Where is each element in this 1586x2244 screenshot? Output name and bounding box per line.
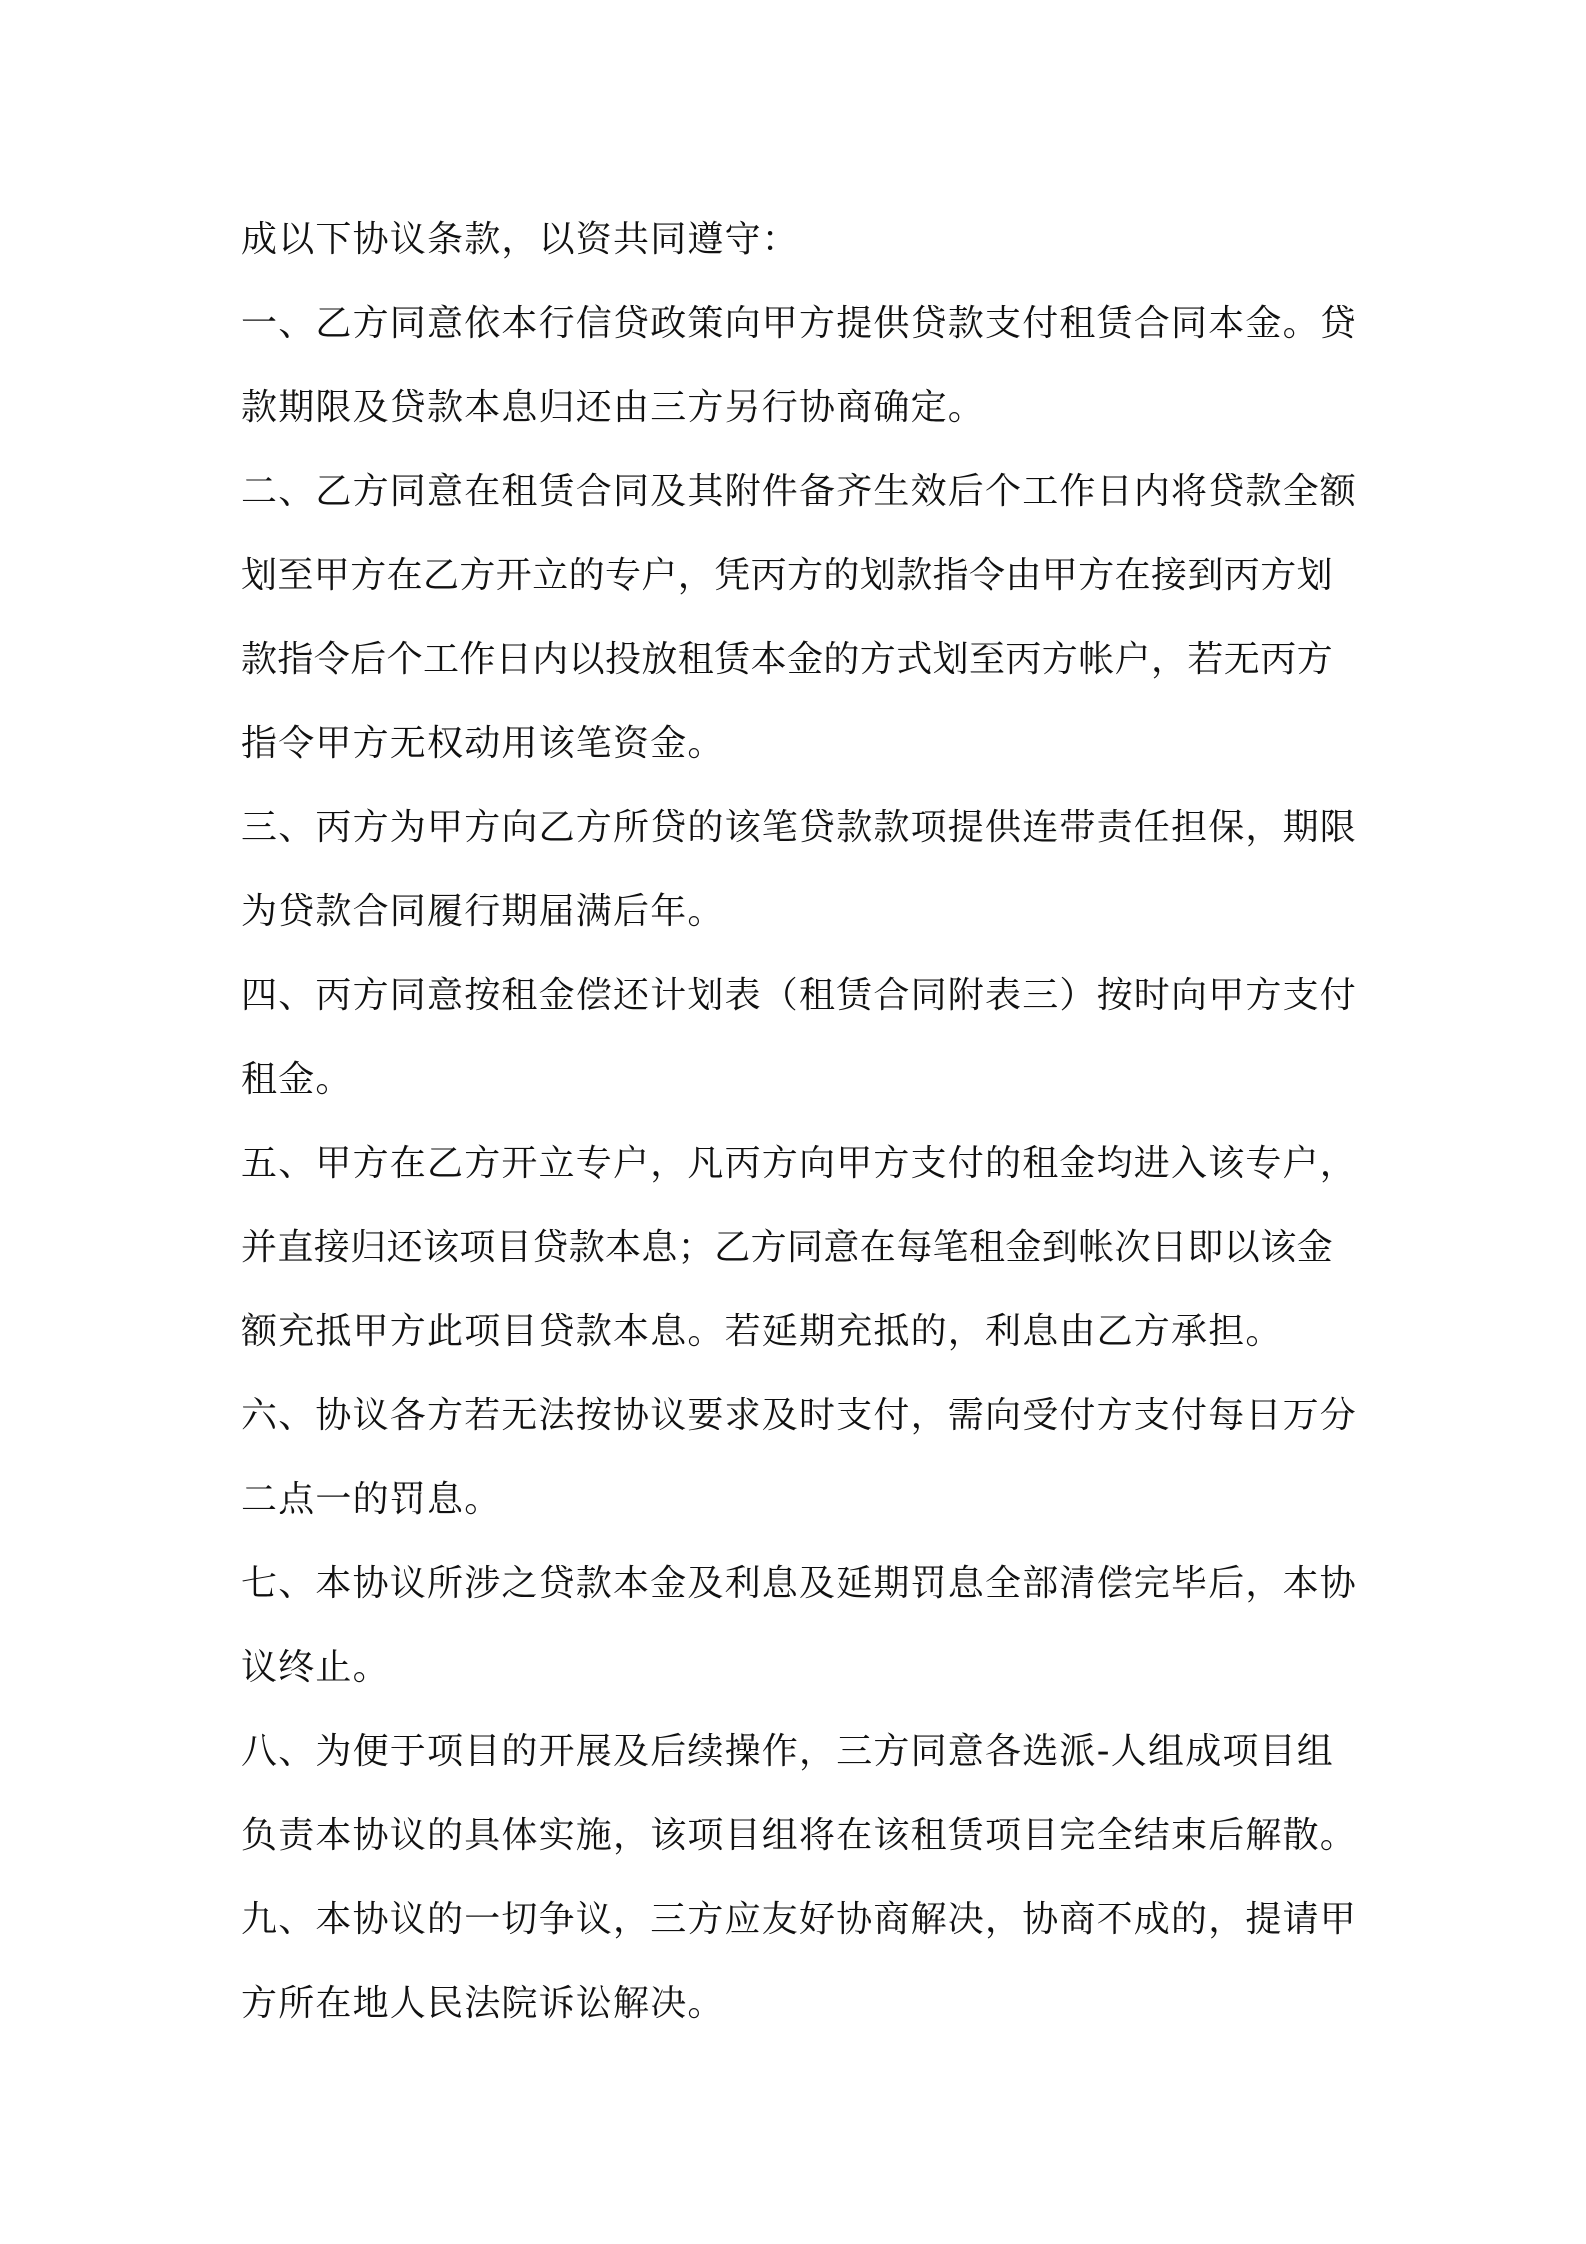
agreement-body bbox=[241, 198, 1358, 2046]
text-line: 七、本协议所涉之贷款本金及利息及延期罚息全部清偿完毕后，本协 bbox=[241, 1563, 1358, 1604]
text-line: 九、本协议的一切争议，三方应友好协商解决，协商不成的，提请甲 bbox=[241, 1899, 1358, 1940]
text-line: 议终止。 bbox=[241, 1647, 390, 1688]
text-line: 一、乙方同意依本行信贷政策向甲方提供贷款支付租赁合同本金。贷 bbox=[241, 303, 1358, 344]
text-line: 四、丙方同意按租金偿还计划表（租赁合同附表三）按时向甲方支付 bbox=[241, 975, 1358, 1016]
text-line: 方所在地人民法院诉讼解决。 bbox=[241, 1983, 725, 2024]
text-line: 为贷款合同履行期届满后年。 bbox=[241, 891, 725, 932]
text-line: 二、乙方同意在租赁合同及其附件备齐生效后个工作日内将贷款全额 bbox=[241, 471, 1358, 512]
text-line: 负责本协议的具体实施，该项目组将在该租赁项目完全结束后解散。 bbox=[241, 1815, 1358, 1856]
text-line: 六、协议各方若无法按协议要求及时支付，需向受付方支付每日万分 bbox=[241, 1395, 1358, 1436]
text-line: 并直接归还该项目贷款本息；乙方同意在每笔租金到帐次日即以该金 bbox=[241, 1227, 1334, 1268]
text-line: 款指令后个工作日内以投放租赁本金的方式划至丙方帐户，若无丙方 bbox=[241, 639, 1334, 680]
text-line: 款期限及贷款本息归还由三方另行协商确定。 bbox=[241, 387, 986, 428]
text-line: 额充抵甲方此项目贷款本息。若延期充抵的，利息由乙方承担。 bbox=[241, 1311, 1283, 1352]
text-line: 划至甲方在乙方开立的专户，凭丙方的划款指令由甲方在接到丙方划 bbox=[241, 555, 1334, 596]
text-line: 成以下协议条款，以资共同遵守： bbox=[241, 219, 800, 260]
text-line: 五、甲方在乙方开立专户，凡丙方向甲方支付的租金均进入该专户， bbox=[241, 1143, 1358, 1184]
text-line: 八、为便于项目的开展及后续操作，三方同意各选派-人组成项目组 bbox=[241, 1731, 1334, 1772]
text-line: 三、丙方为甲方向乙方所贷的该笔贷款款项提供连带责任担保，期限 bbox=[241, 807, 1358, 848]
text-line: 指令甲方无权动用该笔资金。 bbox=[241, 723, 725, 764]
text-line: 二点一的罚息。 bbox=[241, 1479, 502, 1520]
text-line: 租金。 bbox=[241, 1059, 353, 1100]
